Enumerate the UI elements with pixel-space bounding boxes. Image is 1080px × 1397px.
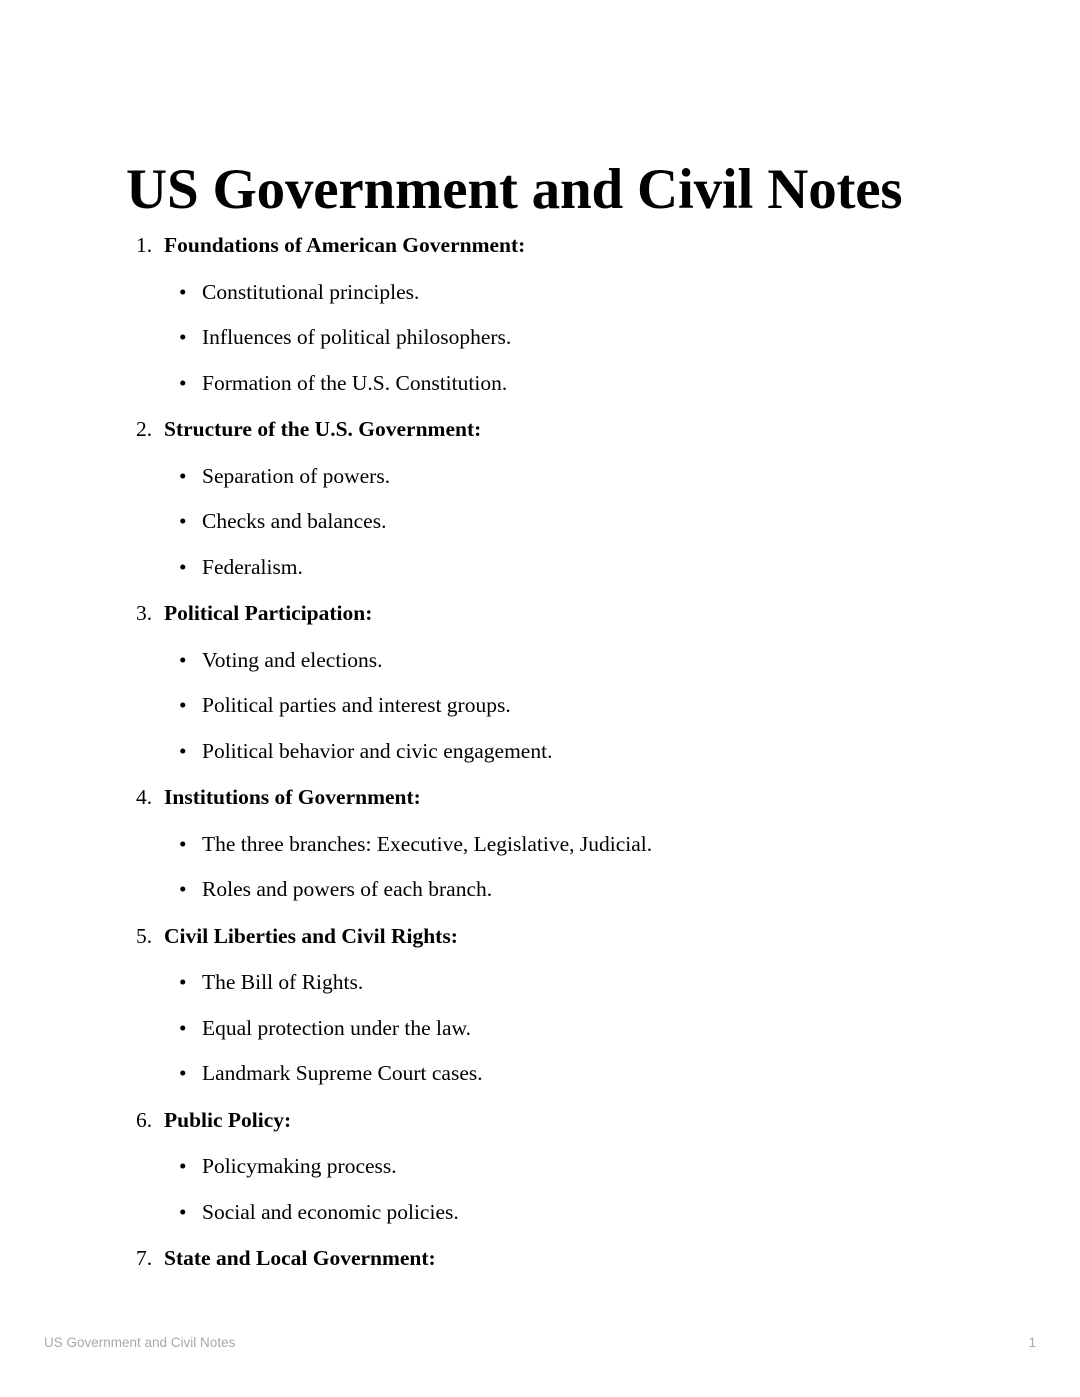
bullet-icon: • bbox=[179, 1199, 187, 1224]
list-item bbox=[0, 1051, 1080, 1097]
section-number: 4. bbox=[136, 785, 153, 809]
list-item bbox=[0, 361, 1080, 407]
bullet-icon: • bbox=[179, 693, 187, 717]
list-item-label: Checks and balances. bbox=[202, 509, 387, 533]
section-heading bbox=[0, 774, 1080, 822]
list-item-label: The three branches: Executive, Legislative, Judicial. bbox=[202, 831, 653, 856]
bullet-icon: • bbox=[179, 738, 187, 763]
list-item bbox=[0, 1144, 1080, 1190]
bullet-icon: • bbox=[179, 463, 187, 488]
list-item bbox=[0, 499, 1080, 545]
section-heading-label: Foundations of American Government: bbox=[164, 233, 526, 257]
list-item-label: Equal protection under the law. bbox=[202, 1015, 472, 1040]
section-number: 1. bbox=[136, 233, 153, 257]
list-item bbox=[0, 960, 1080, 1006]
list-item bbox=[0, 1006, 1080, 1052]
bullet-icon: • bbox=[179, 279, 187, 304]
list-item bbox=[0, 867, 1080, 913]
section-heading bbox=[0, 222, 1080, 270]
outline-section bbox=[0, 774, 1080, 913]
list-item-label: The Bill of Rights. bbox=[202, 970, 364, 994]
list-item bbox=[0, 454, 1080, 500]
list-item-label: Influences of political philosophers. bbox=[202, 325, 512, 349]
bullet-icon: • bbox=[179, 831, 187, 856]
bullet-icon: • bbox=[179, 647, 187, 672]
section-heading bbox=[0, 406, 1080, 454]
section-bullet-list bbox=[0, 270, 1080, 407]
list-item-label: Separation of powers. bbox=[202, 463, 391, 488]
section-heading-label: Public Policy: bbox=[164, 1107, 292, 1132]
footer-document-name: US Government and Civil Notes bbox=[44, 1335, 236, 1350]
section-heading bbox=[0, 1097, 1080, 1145]
page-title: US Government and Civil Notes bbox=[126, 158, 903, 222]
list-item bbox=[0, 315, 1080, 361]
footer-page-number: 1 bbox=[1028, 1335, 1036, 1350]
list-item bbox=[0, 822, 1080, 868]
section-heading-label: Institutions of Government: bbox=[164, 785, 421, 809]
list-item-label: Federalism. bbox=[202, 554, 303, 579]
outline-section bbox=[0, 1097, 1080, 1236]
section-heading-label: Political Participation: bbox=[164, 601, 373, 625]
section-heading-label: Structure of the U.S. Government: bbox=[164, 417, 482, 441]
document-body bbox=[0, 222, 1080, 1283]
list-item-label: Social and economic policies. bbox=[202, 1199, 459, 1224]
bullet-icon: • bbox=[179, 877, 187, 901]
section-number: 6. bbox=[136, 1107, 153, 1132]
bullet-icon: • bbox=[179, 554, 187, 579]
bullet-icon: • bbox=[179, 370, 187, 395]
list-item-label: Political behavior and civic engagement. bbox=[202, 738, 553, 763]
list-item-label: Roles and powers of each branch. bbox=[202, 877, 493, 901]
section-number: 3. bbox=[136, 601, 153, 625]
list-item bbox=[0, 683, 1080, 729]
list-item bbox=[0, 729, 1080, 775]
section-heading bbox=[0, 1235, 1080, 1283]
list-item bbox=[0, 1190, 1080, 1236]
list-item-label: Voting and elections. bbox=[202, 647, 383, 672]
section-bullet-list bbox=[0, 638, 1080, 775]
outline-section bbox=[0, 913, 1080, 1097]
list-item bbox=[0, 545, 1080, 591]
outline-section bbox=[0, 406, 1080, 590]
list-item bbox=[0, 270, 1080, 316]
section-number: 5. bbox=[136, 923, 153, 948]
list-item-label: Formation of the U.S. Constitution. bbox=[202, 370, 508, 395]
list-item bbox=[0, 638, 1080, 684]
section-bullet-list bbox=[0, 1144, 1080, 1235]
section-heading bbox=[0, 590, 1080, 638]
section-bullet-list bbox=[0, 822, 1080, 913]
outline-section bbox=[0, 1235, 1080, 1283]
section-heading-label: State and Local Government: bbox=[164, 1246, 436, 1270]
outline-section bbox=[0, 222, 1080, 406]
section-bullet-list bbox=[0, 454, 1080, 591]
bullet-icon: • bbox=[179, 509, 187, 533]
section-heading-label: Civil Liberties and Civil Rights: bbox=[164, 923, 458, 948]
outline-section bbox=[0, 590, 1080, 774]
bullet-icon: • bbox=[179, 1154, 187, 1178]
page-footer bbox=[0, 1327, 1080, 1397]
section-bullet-list bbox=[0, 960, 1080, 1097]
outline-list bbox=[0, 222, 1080, 1283]
list-item-label: Constitutional principles. bbox=[202, 279, 420, 304]
list-item-label: Policymaking process. bbox=[202, 1154, 397, 1178]
bullet-icon: • bbox=[179, 325, 187, 349]
list-item-label: Landmark Supreme Court cases. bbox=[202, 1061, 483, 1085]
list-item-label: Political parties and interest groups. bbox=[202, 693, 511, 717]
section-heading bbox=[0, 913, 1080, 961]
section-number: 7. bbox=[136, 1246, 153, 1270]
bullet-icon: • bbox=[179, 1061, 187, 1085]
section-number: 2. bbox=[136, 417, 153, 441]
bullet-icon: • bbox=[179, 970, 187, 994]
bullet-icon: • bbox=[179, 1015, 187, 1040]
